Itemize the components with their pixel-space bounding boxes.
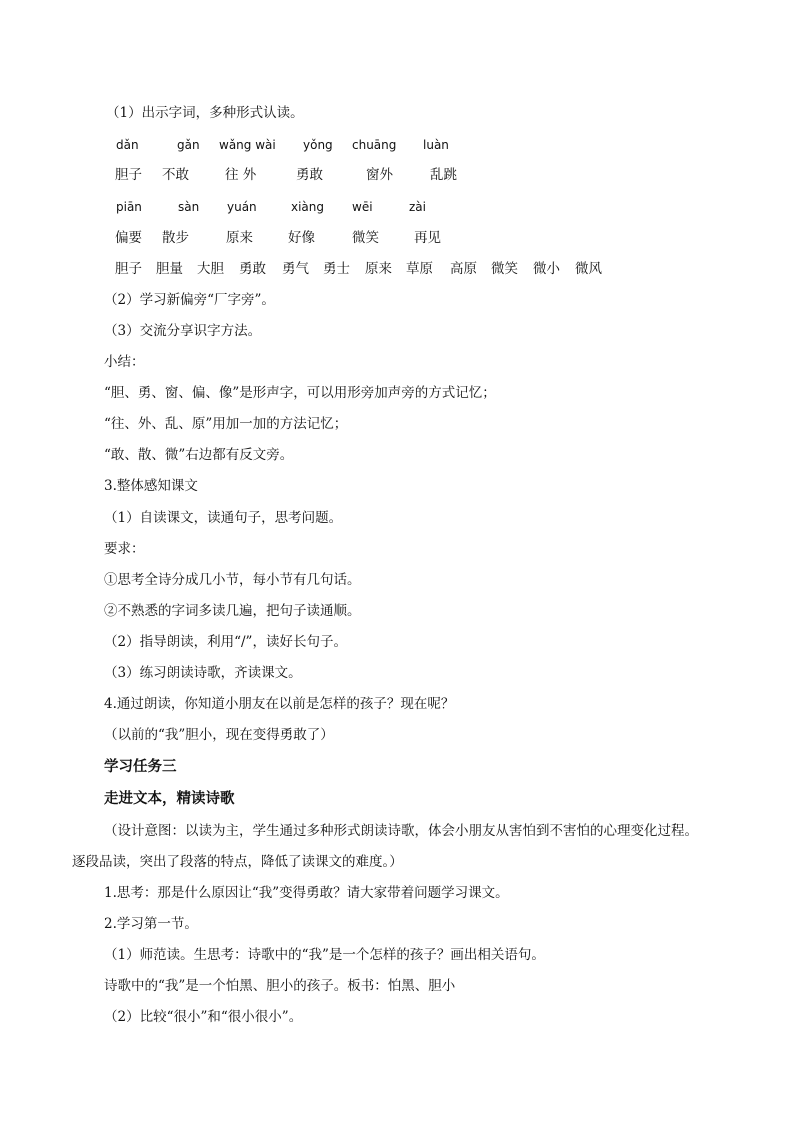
task-3-item-2: 2.学习第一节。 (104, 916, 198, 932)
word: 胆子 (115, 167, 142, 183)
word: 高原 (450, 261, 477, 277)
pinyin-san: sàn (178, 200, 200, 214)
word: 胆子 (115, 261, 142, 277)
section-4-answer: （以前的“我”胆小，现在变得勇敢了） (104, 727, 334, 743)
word: 微风 (575, 261, 602, 277)
section-3-step-1: （1）自读课文，读通句子，思考问题。 (104, 510, 343, 526)
summary-line-3: “敢、散、微”右边都有反文旁。 (104, 447, 294, 463)
task-3-heading: 学习任务三 (104, 758, 177, 775)
word: 大胆 (197, 261, 224, 277)
requirement-label: 要求： (104, 541, 145, 557)
step-2-line: （2）学习新偏旁“厂字旁”。 (104, 292, 275, 308)
word: 原来 (226, 230, 253, 246)
pinyin-gan: gǎn (177, 138, 200, 152)
task-3-item-2-step-1: （1）师范读。生思考：诗歌中的“我”是一个怎样的孩子？画出相关语句。 (104, 947, 545, 963)
summary-line-1: “胆、勇、窗、偏、像”是形声字，可以用形旁加声旁的方式记忆； (104, 385, 496, 401)
summary-line-2: “往、外、乱、原”用加一加的方法记忆； (104, 416, 348, 432)
word: 勇气 (282, 261, 309, 277)
word: 微小 (533, 261, 560, 277)
word: 草原 (406, 261, 433, 277)
task-3-item-2-answer: 诗歌中的“我”是一个怕黑、胆小的孩子。板书：怕黑、胆小 (104, 978, 456, 994)
pinyin-wang-wai: wǎng wài (219, 138, 276, 152)
task-3-item-2-step-2: （2）比较“很小”和“很小很小”。 (104, 1009, 303, 1025)
word: 勇敢 (239, 261, 266, 277)
task-3-subheading: 走进文本，精读诗歌 (104, 790, 235, 807)
pinyin-xiang: xiàng (291, 200, 325, 214)
requirement-2: ②不熟悉的字词多读几遍，把句子读通顺。 (104, 603, 361, 619)
word: 乱跳 (430, 167, 457, 183)
word: 原来 (365, 261, 392, 277)
pinyin-yuan: yuán (227, 200, 257, 214)
section-4-question: 4.通过朗读，你知道小朋友在以前是怎样的孩子？现在呢？ (104, 696, 455, 712)
requirement-1: ①思考全诗分成几小节，每小节有几句话。 (104, 572, 361, 588)
pinyin-zai: zài (409, 200, 426, 214)
step-3-line: （3）交流分享识字方法。 (104, 323, 262, 339)
word: 勇士 (323, 261, 350, 277)
word: 不敢 (162, 167, 189, 183)
word: 偏要 (115, 230, 142, 246)
pinyin-dan: dǎn (116, 138, 139, 152)
design-intent-line-2: 逐段品读，突出了段落的特点，降低了读课文的难度。） (72, 854, 403, 870)
word: 好像 (288, 230, 315, 246)
word: 窗外 (366, 167, 393, 183)
section-3-step-2: （2）指导朗读，利用“/”，读好长句子。 (104, 634, 347, 650)
design-intent-line-1: （设计意图：以读为主，学生通过多种形式朗读诗歌，体会小朋友从害怕到不害怕的心理变化过程。 (104, 823, 698, 839)
section-3-step-3: （3）练习朗读诗歌，齐读课文。 (104, 665, 302, 681)
word: 勇敢 (296, 167, 323, 183)
pinyin-luan: luàn (423, 138, 449, 152)
pinyin-chuang: chuāng (352, 138, 397, 152)
pinyin-wei: wēi (352, 200, 373, 214)
task-3-item-1: 1.思考：那是什么原因让“我”变得勇敢？请大家带着问题学习课文。 (104, 885, 509, 901)
summary-label: 小结： (104, 354, 145, 370)
word: 胆量 (156, 261, 183, 277)
pinyin-pian: piān (116, 200, 142, 214)
word: 再见 (414, 230, 441, 246)
pinyin-yong: yǒng (303, 138, 333, 152)
word: 微笑 (352, 230, 379, 246)
word: 微笑 (491, 261, 518, 277)
step-1-line: （1）出示字词，多种形式认读。 (106, 105, 304, 121)
word: 散步 (162, 230, 189, 246)
word: 往 外 (225, 167, 257, 183)
section-3-title: 3.整体感知课文 (104, 478, 198, 494)
